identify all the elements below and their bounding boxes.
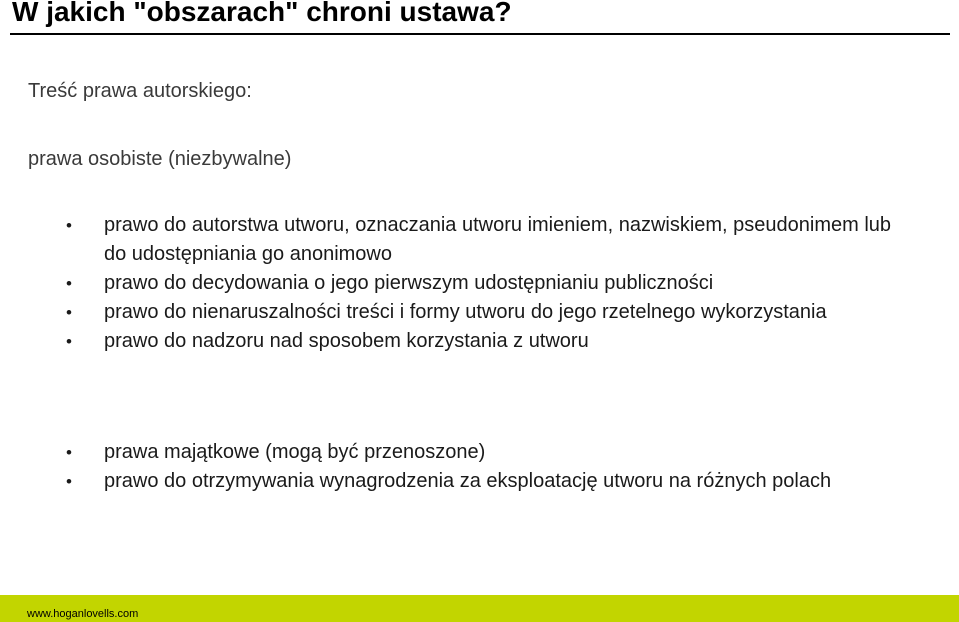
slide-title: W jakich "obszarach" chroni ustawa? — [12, 0, 512, 27]
list-item-text: prawo do autorstwa utworu, oznaczania utworu imieniem, nazwiskiem, pseudonimem lub do udostępniania go anonimowo — [104, 214, 892, 265]
footer-url[interactable]: www.hoganlovells.com — [27, 608, 139, 620]
personal-rights-list — [0, 211, 959, 356]
bullet-icon: • — [66, 332, 72, 351]
bullet-icon: • — [66, 303, 72, 322]
list-item — [0, 211, 959, 269]
bullet-icon: • — [66, 472, 72, 491]
list-item-text: prawo do nadzoru nad sposobem korzystania z utworu — [104, 330, 589, 352]
list-item — [0, 467, 959, 496]
list-item — [0, 327, 959, 356]
title-divider — [10, 33, 950, 35]
bullet-icon: • — [66, 216, 72, 235]
list-item-text: prawa majątkowe (mogą być przenoszone) — [104, 441, 486, 463]
bullet-icon: • — [66, 274, 72, 293]
list-item-text: prawo do otrzymywania wynagrodzenia za eksploatację utworu na różnych polach — [104, 470, 832, 492]
list-item — [0, 438, 959, 467]
list-item-text: prawo do nienaruszalności treści i formy utworu do jego rzetelnego wykorzystania — [104, 301, 827, 323]
list-item — [0, 269, 959, 298]
intro-text: Treść prawa autorskiego: — [28, 80, 252, 102]
list-item — [0, 298, 959, 327]
economic-rights-list — [0, 438, 959, 496]
bullet-icon: • — [66, 443, 72, 462]
footer-bar — [0, 595, 959, 622]
list-item-text: prawo do decydowania o jego pierwszym udostępnianiu publiczności — [104, 272, 714, 294]
personal-rights-heading: prawa osobiste (niezbywalne) — [28, 148, 292, 170]
